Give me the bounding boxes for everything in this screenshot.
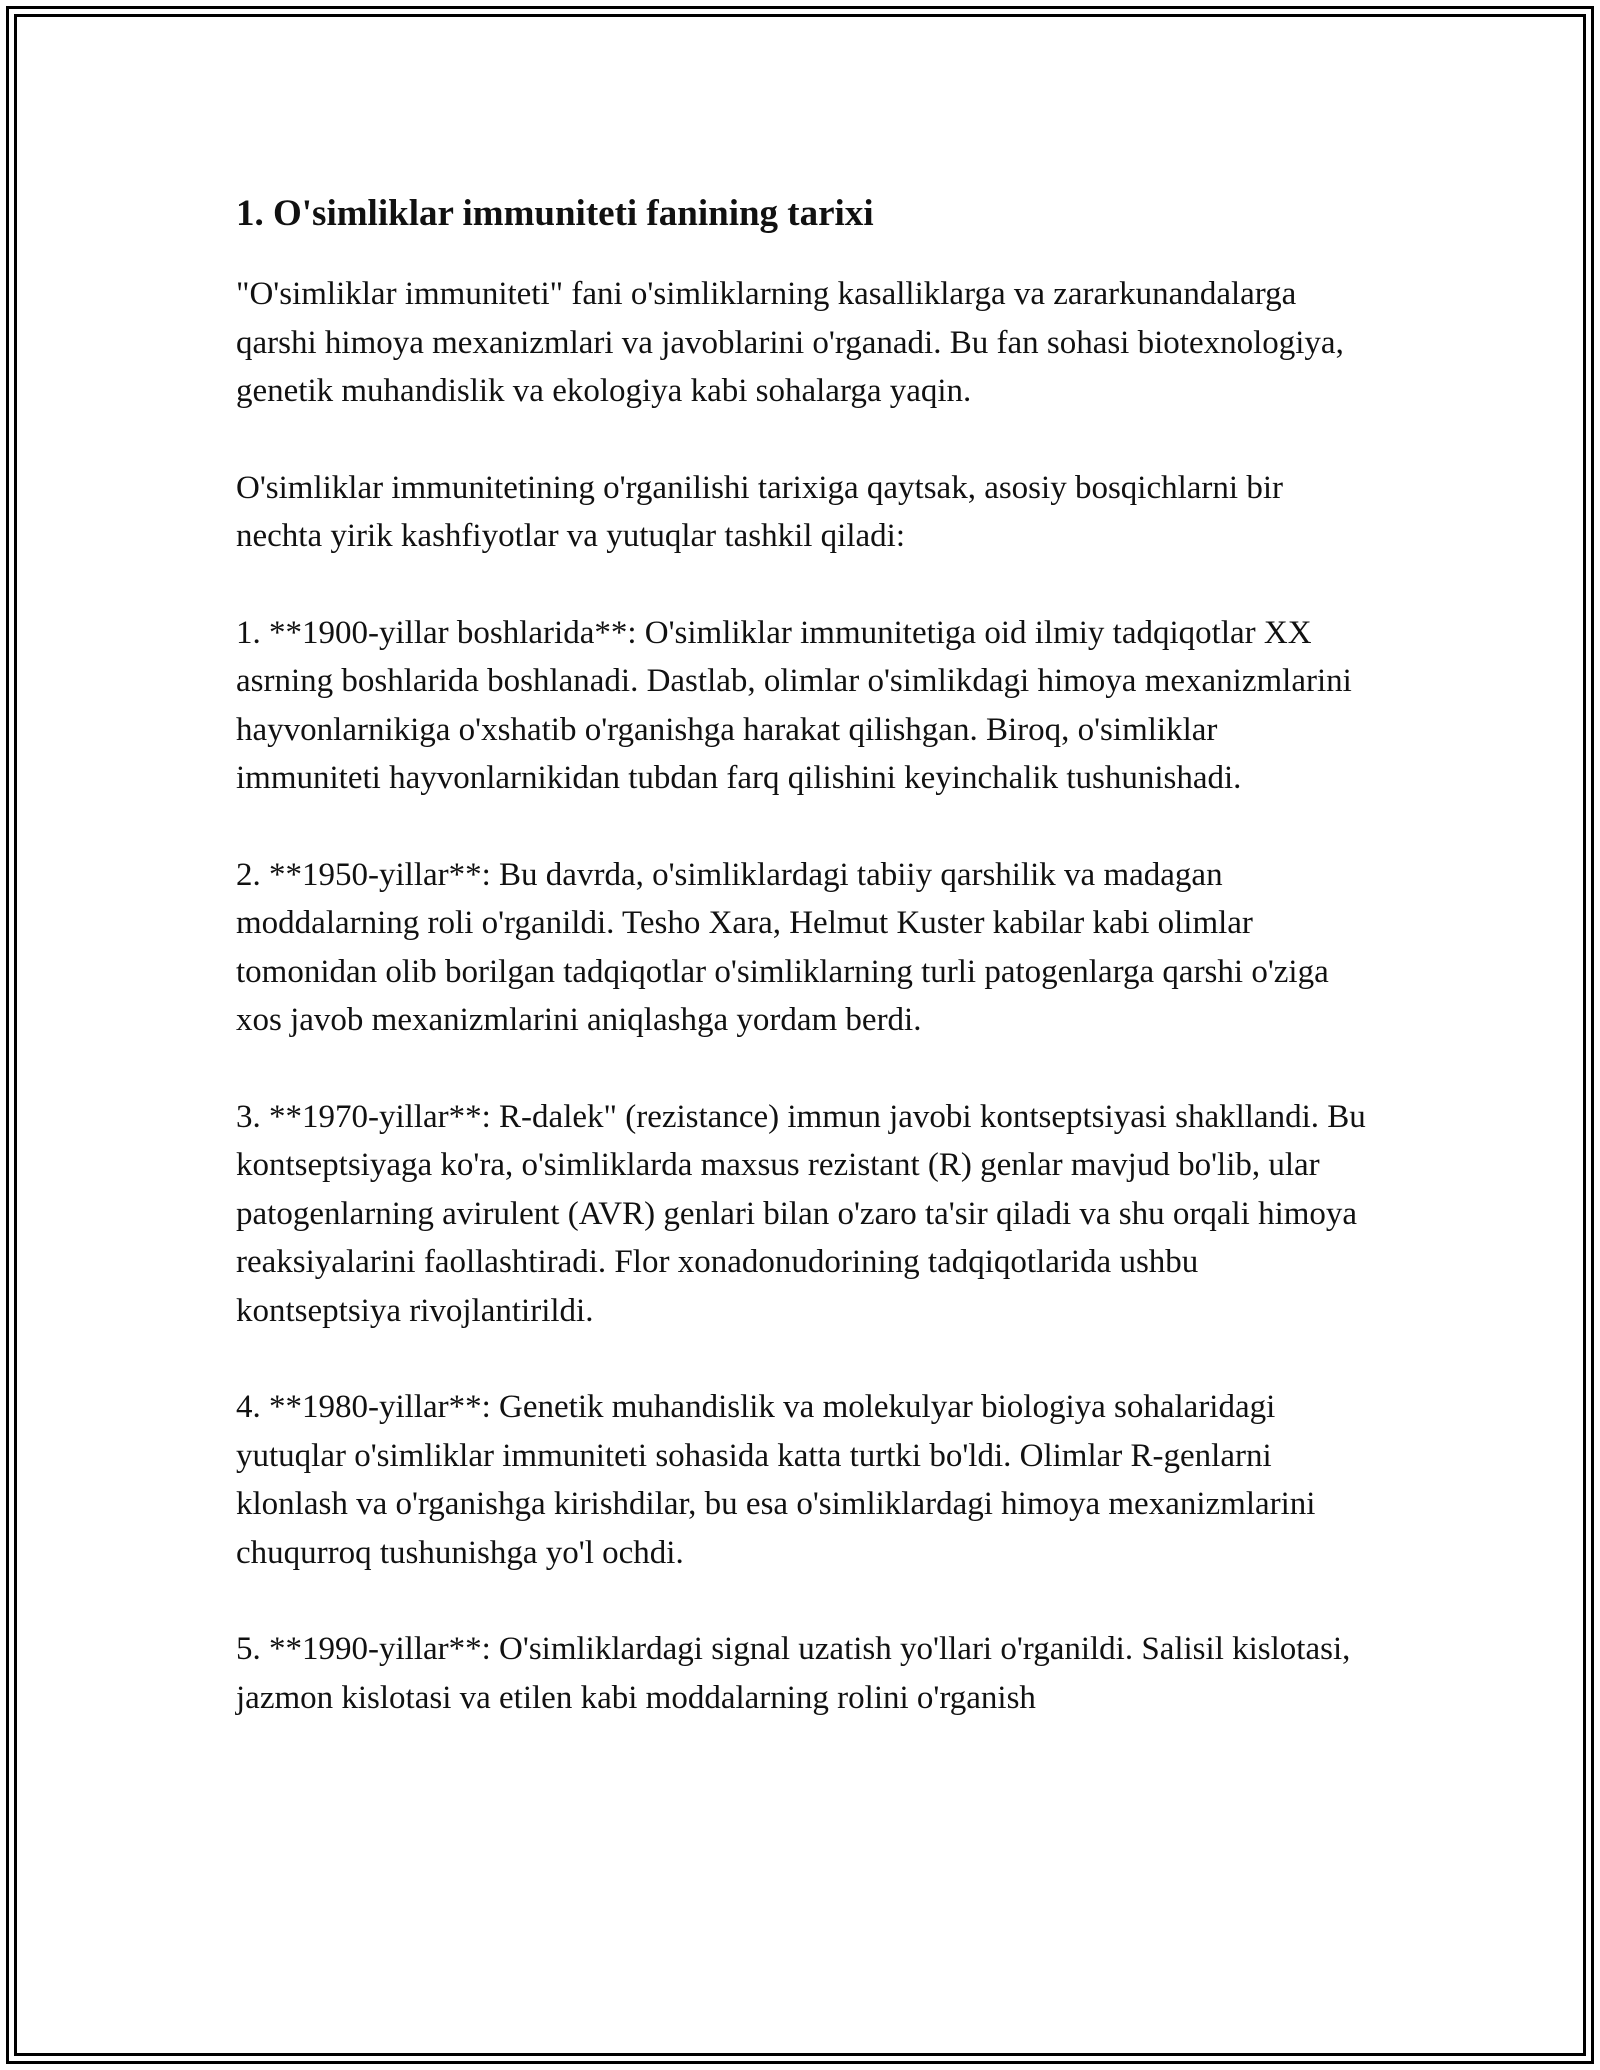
section-heading: 1. O'simliklar immuniteti fanining tarixi xyxy=(236,193,874,234)
list-item-1900s: 1. **1900-yillar boshlarida**: O'simliklar immunitetiga oid ilmiy tadqiqotlar XX asrning boshlarida boshlanadi. Dastlab, olimlar o'simlikdagi himoya mexanizmlarini hayvonlarnikiga o'xshatib o'rganishga harakat qilishgan. Biroq, o'simliklar immuniteti hayvonlarnikidan tubdan farq qilishini keyinchalik tushunishadi. xyxy=(236,614,1352,796)
list-item-1950s: 2. **1950-yillar**: Bu davrda, o'simliklardagi tabiiy qarshilik va madagan moddalarning roli o'rganildi. Tesho Xara, Helmut Kuster kabilar kabi olimlar tomonidan olib borilgan tadqiqotlar o'simliklarning turli patogenlarga qarshi o'ziga xos javob mexanizmlarini aniqlashga yordam berdi. xyxy=(236,856,1329,1038)
list-item-1970s: 3. **1970-yillar**: R-dalek" (rezistance) immun javobi kontseptsiyasi shakllandi. Bu kontseptsiyaga ko'ra, o'simliklarda maxsus rezistant (R) genlar mavjud bo'lib, ular patogenlarning avirulent (AVR) genlari bilan o'zaro ta'sir qiladi va shu orqali himoya reaksiyalarini faollashtiradi. Flor xonadonudorining tadqiqotlarida ushbu kontseptsiya rivojlantirildi. xyxy=(236,1098,1366,1329)
list-item-1980s: 4. **1980-yillar**: Genetik muhandislik va molekulyar biologiya sohalaridagi yutuqlar o'simliklar immuniteti sohasida katta turtki bo'ldi. Olimlar R-genlarni klonlash va o'rganishga kirishdilar, bu esa o'simliklardagi himoya mexanizmlarini chuqurroq tushunishga yo'l ochdi. xyxy=(236,1389,1316,1571)
list-item-1990s: 5. **1990-yillar**: O'simliklardagi signal uzatish yo'llari o'rganildi. Salisil kislotasi, jazmon kislotasi va etilen kabi moddalarning rolini o'rganish xyxy=(236,1631,1351,1716)
document-page xyxy=(236,186,1366,1770)
paragraph-intro: "O'simliklar immuniteti" fani o'simliklarning kasalliklarga va zararkunandalarga qarshi himoya mexanizmlari va javoblarini o'rganadi. Bu fan sohasi biotexnologiya, genetik muhandislik va ekologiya kabi sohalarga yaqin. xyxy=(236,276,1344,409)
paragraph-history-intro: O'simliklar immunitetining o'rganilishi tarixiga qaytsak, asosiy bosqichlarni bir nechta yirik kashfiyotlar va yutuqlar tashkil qiladi: xyxy=(236,469,1283,554)
